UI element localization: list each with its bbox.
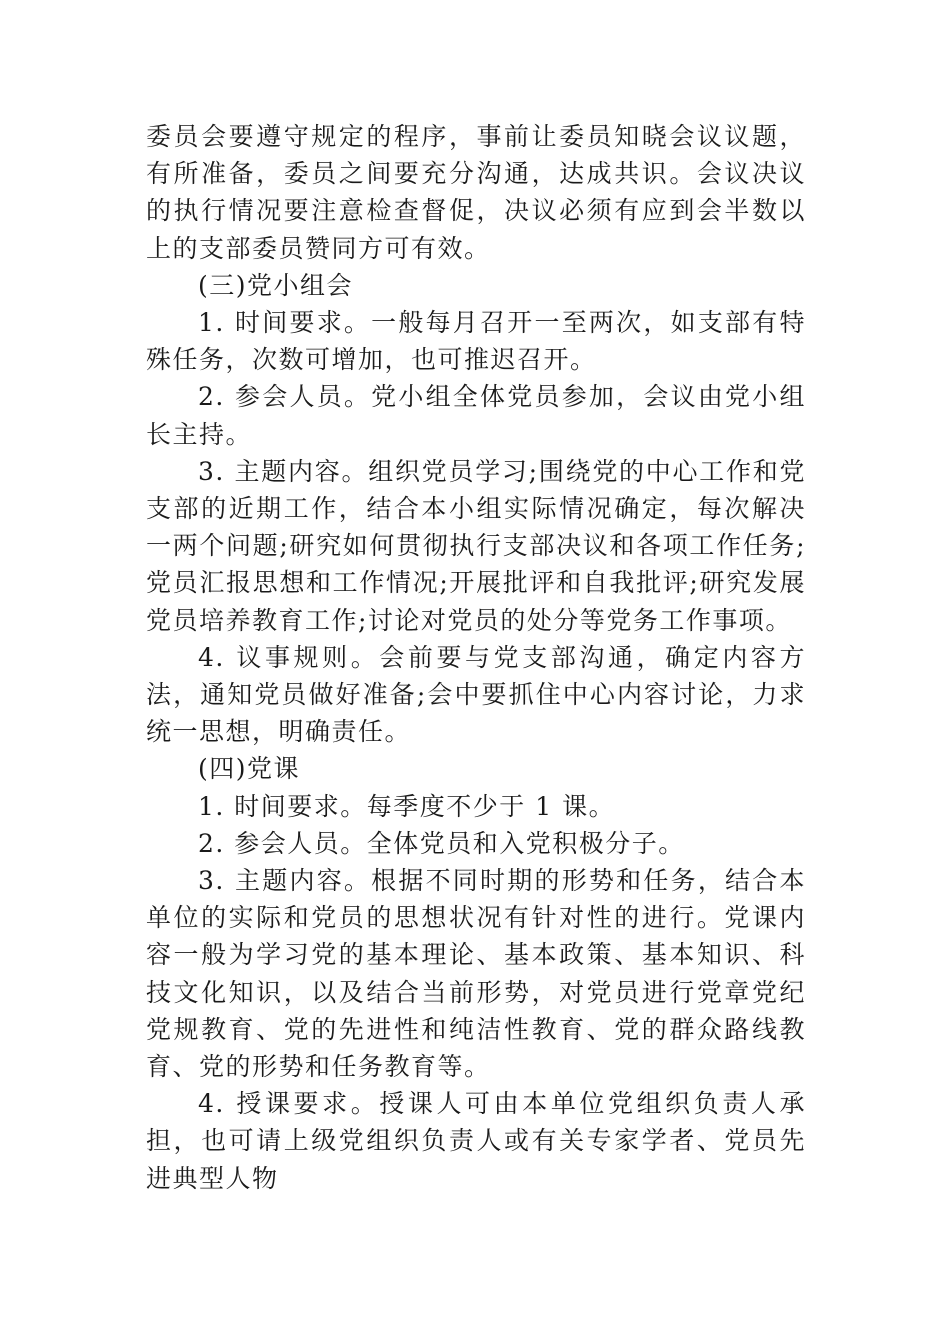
paragraph-topics-lecture: 3. 主题内容。根据不同时期的形势和任务，结合本单位的实际和党员的思想状况有针对性的进行。党课内容一般为学习党的基本理论、基本政策、基本知识、科技文化知识，以及结合当前形势，对党员进行党章党纪党规教育、党的先进性和纯洁性教育、党的群众路线教育、党的形势和任务教育等。 — [146, 866, 806, 1082]
paragraph-time-requirement-lecture: 1. 时间要求。每季度不少于 1 课。 — [198, 791, 616, 821]
section-heading-party-group-meeting: (三)党小组会 — [198, 270, 354, 300]
paragraph-lecture-requirements: 4. 授课要求。授课人可由本单位党组织负责人承担，也可请上级党组织负责人或有关专家学者、党员先进典型人物 — [146, 1089, 806, 1193]
document-body — [146, 118, 806, 1197]
paragraph-topics-group: 3. 主题内容。组织党员学习;围绕党的中心工作和党支部的近期工作，结合本小组实际情况确定，每次解决一两个问题;研究如何贯彻执行支部决议和各项工作任务;党员汇报思想和工作情况;开展批评和自我批评;研究发展党员培养教育工作;讨论对党员的处分等党务工作事项。 — [146, 456, 806, 635]
paragraph-attendees-group: 2. 参会人员。党小组全体党员参加，会议由党小组长主持。 — [146, 382, 806, 449]
paragraph-time-requirement-group: 1. 时间要求。一般每月召开一至两次，如支部有特殊任务，次数可增加，也可推迟召开。 — [146, 308, 806, 375]
paragraph-attendees-lecture: 2. 参会人员。全体党员和入党积极分子。 — [198, 828, 685, 858]
section-heading-party-lecture: (四)党课 — [198, 754, 301, 784]
paragraph-rules-group: 4. 议事规则。会前要与党支部沟通，确定内容方法，通知党员做好准备;会中要抓住中心内容讨论，力求统一思想，明确责任。 — [146, 642, 806, 747]
paragraph-committee-procedure: 委员会要遵守规定的程序，事前让委员知晓会议议题，有所准备，委员之间要充分沟通，达成共识。会议决议的执行情况要注意检查督促，决议必须有应到会半数以上的支部委员赞同方可有效。 — [146, 122, 806, 263]
